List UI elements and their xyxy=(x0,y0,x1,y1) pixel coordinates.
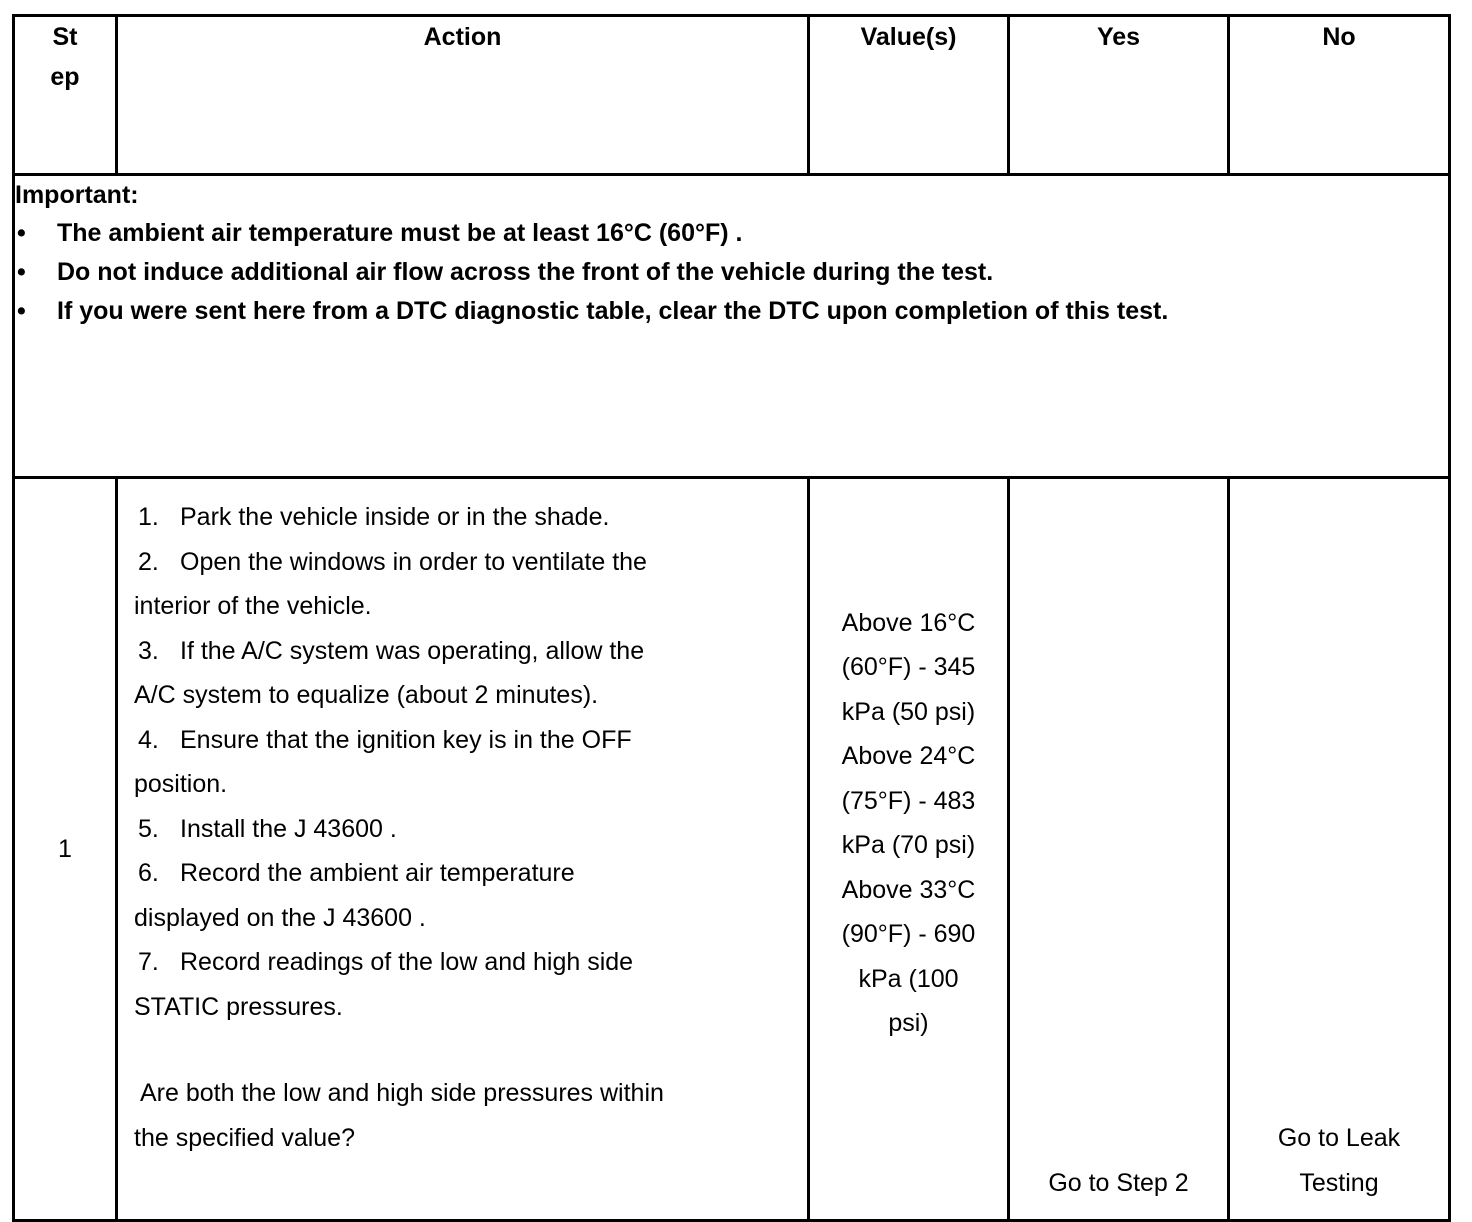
diagnostic-table xyxy=(12,14,1451,1222)
values-cell xyxy=(809,478,1009,1221)
action-text: If the A/C system was operating, allow the xyxy=(180,636,645,665)
important-item-text: The ambient air temperature must be at least 16°C (60°F) . xyxy=(57,219,743,247)
action-cell xyxy=(117,478,809,1221)
action-number: 1. xyxy=(138,503,159,531)
action-number: 5. xyxy=(138,814,159,843)
value-line: (60°F) - 345 xyxy=(841,653,976,681)
bullet-icon: • xyxy=(17,219,26,247)
bullet-icon: • xyxy=(17,297,26,325)
action-number: 3. xyxy=(138,636,159,665)
important-cell xyxy=(14,175,1450,478)
action-text-continued: A/C system to equalize (about 2 minutes). xyxy=(134,681,599,709)
value-line: psi) xyxy=(888,1009,929,1037)
header-values: Value(s) xyxy=(809,16,1009,175)
action-item xyxy=(134,807,787,852)
action-number: 4. xyxy=(138,725,159,754)
yes-cell xyxy=(1009,478,1229,1221)
important-item-text: If you were sent here from a DTC diagnostic table, clear the DTC upon completion of this test. xyxy=(57,297,1169,325)
important-list xyxy=(15,214,1448,331)
yes-action: Go to Step 2 xyxy=(1048,1168,1189,1197)
action-text-continued: STATIC pressures. xyxy=(134,992,343,1021)
action-item xyxy=(134,851,787,940)
action-text: Install the J 43600 . xyxy=(180,814,397,843)
action-text: Open the windows in order to ventilate the xyxy=(180,547,647,576)
action-item xyxy=(134,940,787,1029)
action-text-continued: displayed on the J 43600 . xyxy=(134,903,426,932)
action-text: Park the vehicle inside or in the shade. xyxy=(180,503,610,531)
diagnostic-sheet xyxy=(12,14,1448,1197)
important-item-text: Do not induce additional air flow across the front of the vehicle during the test. xyxy=(57,258,994,286)
value-line: (75°F) - 483 xyxy=(841,786,976,815)
value-line: kPa (100 xyxy=(858,964,959,993)
action-text-continued: interior of the vehicle. xyxy=(134,592,372,620)
header-step xyxy=(14,16,117,175)
value-line: kPa (70 psi) xyxy=(841,831,976,859)
action-item xyxy=(134,495,787,540)
no-action-line2: Testing xyxy=(1299,1168,1379,1197)
header-step-line1: St xyxy=(52,23,78,51)
action-text: Record readings of the low and high side xyxy=(180,948,634,976)
bullet-icon: • xyxy=(17,258,26,286)
important-item xyxy=(15,292,1448,331)
important-item xyxy=(15,214,1448,253)
value-line: Above 16°C xyxy=(841,608,976,637)
action-number: 7. xyxy=(138,948,159,976)
action-list xyxy=(134,495,787,1029)
header-step-line2: ep xyxy=(50,63,80,91)
value-line: Above 24°C xyxy=(841,742,976,770)
action-item xyxy=(134,718,787,807)
step-number: 1 xyxy=(14,478,117,1221)
question-line1: Are both the low and high side pressures within xyxy=(140,1079,664,1107)
action-item xyxy=(134,540,787,629)
value-line: Above 33°C xyxy=(841,875,976,904)
action-item xyxy=(134,629,787,718)
action-text-continued: position. xyxy=(134,770,228,798)
action-text: Ensure that the ignition key is in the OFF xyxy=(180,725,632,754)
action-number: 2. xyxy=(138,547,159,576)
step-row xyxy=(14,478,1450,1221)
question xyxy=(134,1071,787,1160)
header-yes: Yes xyxy=(1009,16,1229,175)
question-line2: the specified value? xyxy=(134,1123,355,1152)
important-row xyxy=(14,175,1450,478)
important-title: Important: xyxy=(15,181,139,209)
header-row xyxy=(14,16,1450,175)
action-text: Record the ambient air temperature xyxy=(180,859,575,887)
header-no: No xyxy=(1229,16,1450,175)
important-item xyxy=(15,253,1448,292)
value-line: (90°F) - 690 xyxy=(841,920,976,948)
no-action-line1: Go to Leak xyxy=(1277,1124,1401,1152)
no-cell xyxy=(1229,478,1450,1221)
value-line: kPa (50 psi) xyxy=(841,697,976,726)
header-action: Action xyxy=(117,16,809,175)
action-number: 6. xyxy=(138,859,159,887)
